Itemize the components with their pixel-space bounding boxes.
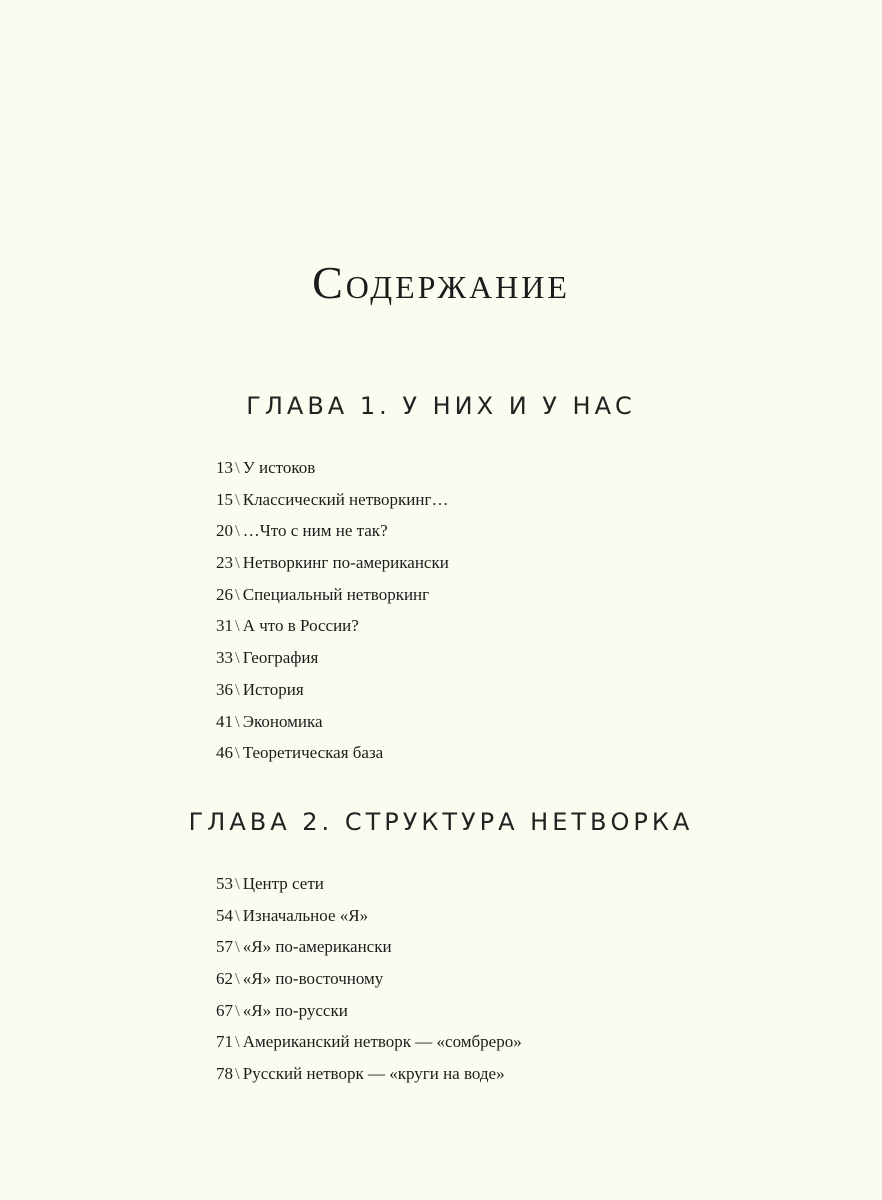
- toc-page-number: 71: [216, 1032, 233, 1052]
- toc-page-number: 67: [216, 1000, 233, 1020]
- toc-entry[interactable]: [216, 709, 736, 741]
- toc-separator: \: [235, 553, 240, 573]
- toc-separator: \: [235, 969, 240, 989]
- toc-entry[interactable]: [216, 998, 736, 1030]
- toc-entry[interactable]: [216, 518, 736, 550]
- toc-page-number: 53: [216, 874, 233, 893]
- toc-separator: \: [235, 1064, 240, 1084]
- toc-page-number: 23: [216, 553, 233, 573]
- toc-entry-title: Нетворкинг по-американски: [242, 553, 449, 573]
- toc-page-number: 78: [216, 1064, 233, 1084]
- toc-page-number: 31: [216, 616, 233, 636]
- toc-entry-title: Специальный нетворкинг: [242, 584, 430, 604]
- toc-separator: \: [235, 905, 240, 925]
- toc-page-number: 62: [216, 969, 233, 989]
- toc-entry[interactable]: [216, 455, 736, 487]
- toc-entry-title: «Я» по-американски: [242, 937, 392, 957]
- chapter-1-toc-list: [216, 455, 736, 772]
- toc-entry[interactable]: [216, 487, 736, 519]
- toc-separator: \: [235, 711, 240, 731]
- toc-page-number: 26: [216, 584, 233, 604]
- toc-separator: \: [235, 1032, 240, 1052]
- toc-entry[interactable]: [216, 613, 736, 645]
- toc-entry[interactable]: [216, 934, 736, 966]
- toc-separator: \: [235, 521, 240, 541]
- chapter-2-heading: ГЛАВА 2. СТРУКТУРА НЕТВОРКА: [188, 808, 694, 836]
- toc-entry-title: Русский нетворк — «круги на воде»: [242, 1064, 505, 1084]
- page-title: Содержание: [312, 257, 570, 308]
- toc-entry[interactable]: [216, 871, 736, 903]
- toc-entry-title: «Я» по-русски: [242, 1000, 348, 1020]
- toc-page-number: 41: [216, 711, 233, 731]
- toc-entry-title: У истоков: [242, 458, 316, 477]
- toc-entry-title: А что в России?: [242, 616, 359, 636]
- toc-separator: \: [235, 458, 240, 477]
- toc-separator: \: [235, 679, 240, 699]
- toc-entry-title: Центр сети: [242, 874, 324, 893]
- toc-entry-title: «Я» по-восточному: [242, 969, 384, 989]
- toc-entry-title: Теоретическая база: [242, 743, 384, 763]
- chapter-2-toc-list: [216, 871, 736, 1093]
- toc-entry-title: Экономика: [242, 711, 323, 731]
- toc-separator: \: [235, 616, 240, 636]
- toc-page-number: 15: [216, 489, 233, 509]
- toc-separator: \: [235, 584, 240, 604]
- toc-separator: \: [235, 937, 240, 957]
- toc-entry[interactable]: [216, 645, 736, 677]
- toc-separator: \: [235, 489, 240, 509]
- toc-entry[interactable]: [216, 582, 736, 614]
- toc-entry[interactable]: [216, 1029, 736, 1061]
- toc-entry[interactable]: [216, 740, 736, 772]
- toc-entry-title: География: [242, 648, 319, 668]
- toc-page-number: 57: [216, 937, 233, 957]
- toc-entry-title: Изначальное «Я»: [242, 905, 369, 925]
- toc-entry[interactable]: [216, 966, 736, 998]
- toc-entry[interactable]: [216, 903, 736, 935]
- toc-separator: \: [235, 648, 240, 668]
- toc-entry-title: Классический нетворкинг…: [242, 489, 449, 509]
- toc-separator: \: [235, 743, 240, 763]
- toc-page-number: 46: [216, 743, 233, 763]
- toc-entry[interactable]: [216, 1061, 736, 1093]
- toc-entry[interactable]: [216, 677, 736, 709]
- toc-entry-title: История: [242, 679, 304, 699]
- toc-page-number: 13: [216, 458, 233, 477]
- toc-page-number: 20: [216, 521, 233, 541]
- toc-page-number: 36: [216, 679, 233, 699]
- chapter-1-heading: ГЛАВА 1. У НИХ И У НАС: [246, 392, 636, 420]
- toc-page-number: 54: [216, 905, 233, 925]
- toc-separator: \: [235, 874, 240, 893]
- toc-entry[interactable]: [216, 550, 736, 582]
- toc-separator: \: [235, 1000, 240, 1020]
- toc-entry-title: Американский нетворк — «сомбреро»: [242, 1032, 522, 1052]
- toc-entry-title: …Что с ним не так?: [242, 521, 388, 541]
- toc-page-number: 33: [216, 648, 233, 668]
